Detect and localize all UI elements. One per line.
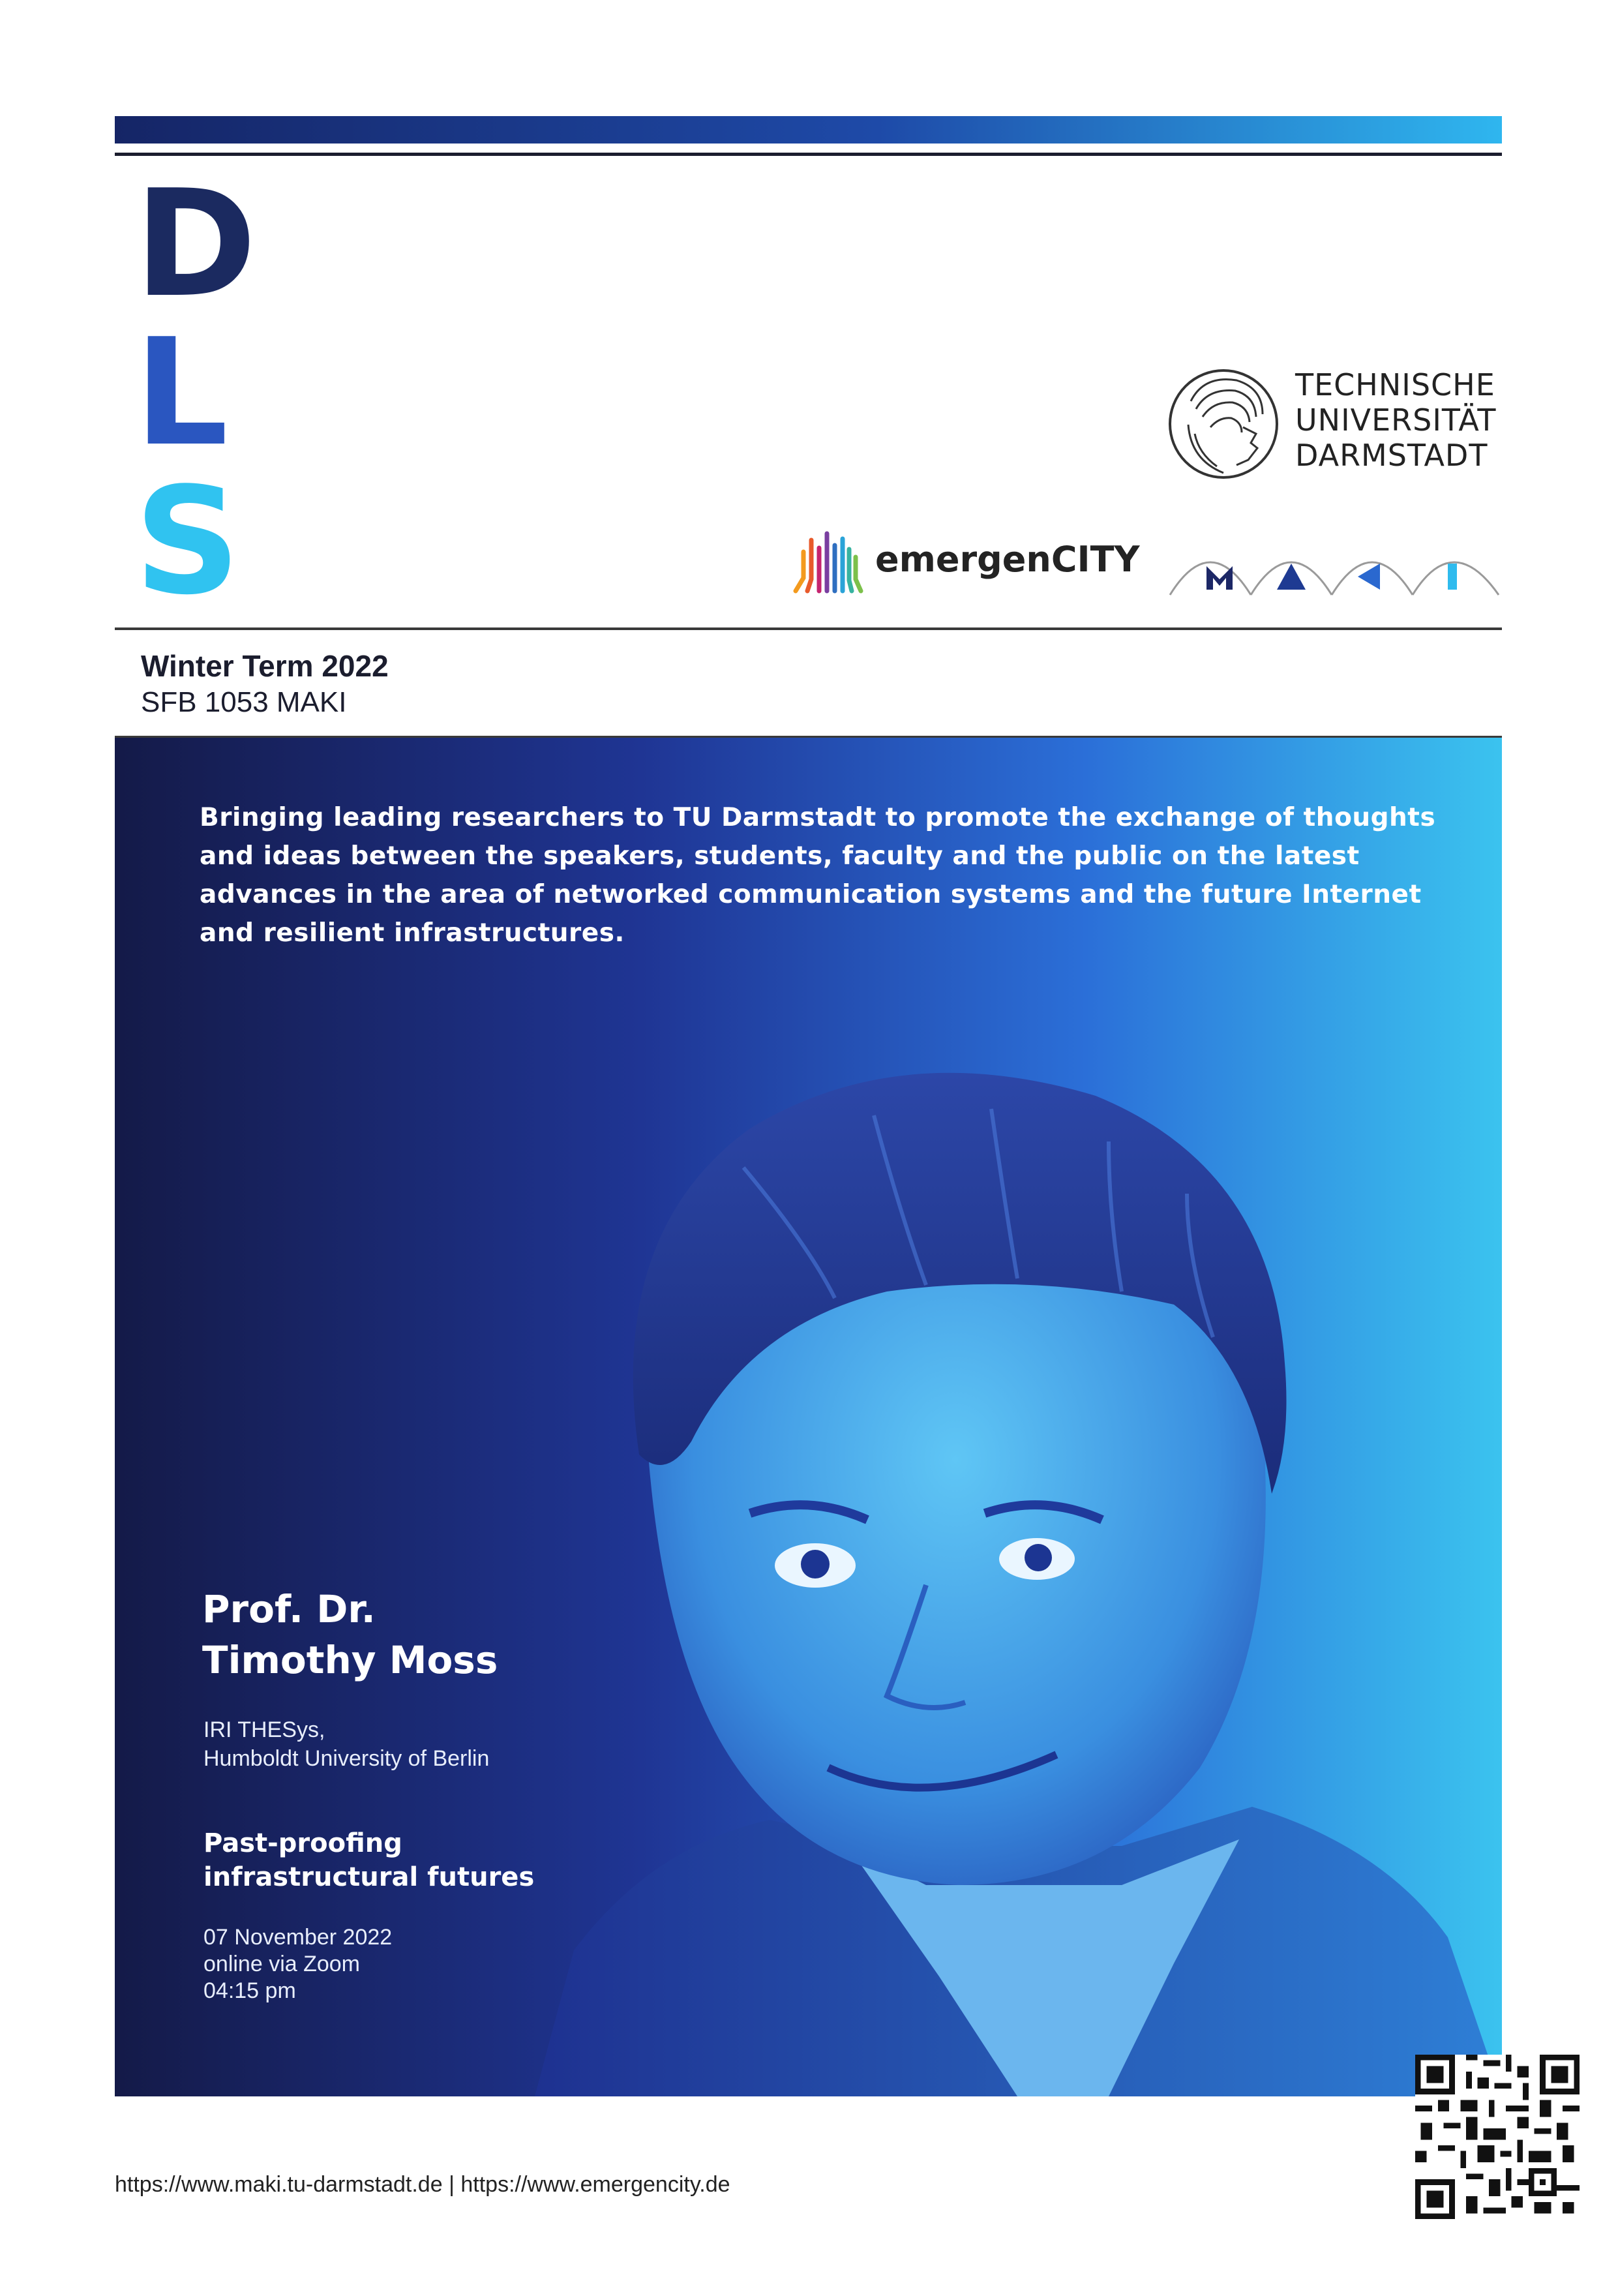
talk-title: Past-proofing infrastructural futures — [203, 1828, 535, 1892]
event-location: online via Zoom — [203, 1952, 361, 1976]
top-gradient-bar — [115, 116, 1502, 144]
header-divider — [115, 627, 1502, 630]
speaker-name-block — [202, 1584, 498, 1685]
speaker-affiliation: IRI THESys, Humboldt University of Berlin — [203, 1717, 490, 1771]
qr-code-icon[interactable] — [1415, 2055, 1580, 2219]
emergencity-icon — [789, 526, 867, 597]
footer-urls[interactable]: https://www.maki.tu-darmstadt.de | https://www.emergencity.de — [115, 2172, 730, 2197]
top-divider — [115, 153, 1502, 156]
event-date: 07 November 2022 — [203, 1925, 393, 1950]
speaker-portrait — [535, 998, 1502, 2096]
speaker-title: Prof. Dr. — [202, 1587, 376, 1631]
title-line-series: SERIES — [134, 456, 725, 627]
term-title: Winter Term 2022 — [141, 649, 389, 683]
title-line-distinguished: DISTINGUISHED — [134, 159, 1461, 330]
series-intro-text: Bringing leading researchers to TU Darmstadt to promote the exchange of thoughts and ideas between the speakers, students, faculty and the public on the latest advances in the area of networked communication systems and the future Internet and resilient infrastructures. — [200, 803, 1436, 948]
tu-darmstadt-athena-icon — [1165, 362, 1282, 486]
event-details — [203, 1924, 392, 2004]
tu-darmstadt-wordmark: TECHNISCHE UNIVERSITÄT DARMSTADT — [1295, 367, 1497, 473]
term-subtitle: SFB 1053 MAKI — [141, 686, 347, 718]
title-line-lecture: LECTURE — [134, 307, 881, 479]
event-time: 04:15 pm — [203, 1978, 296, 2003]
speaker-name: Timothy Moss — [202, 1638, 498, 1682]
maki-logo-icon — [1167, 530, 1501, 597]
emergencity-wordmark: emergenCITY — [875, 539, 1140, 580]
